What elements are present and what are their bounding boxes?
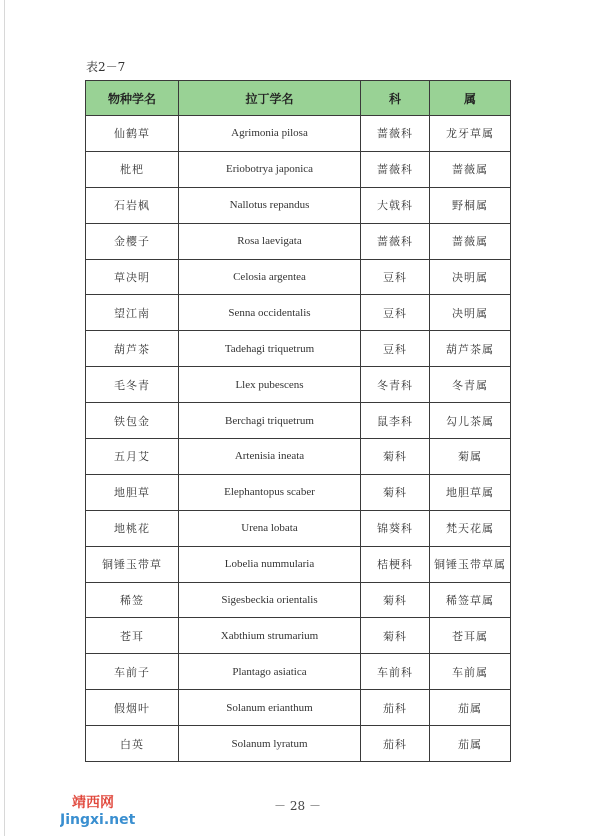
cell-genus: 野桐属 (430, 187, 511, 223)
table-row (86, 690, 511, 726)
cell-species-name: 稀签 (86, 582, 179, 618)
cell-latin-name: Nallotus repandus (179, 187, 361, 223)
table-row (86, 510, 511, 546)
cell-family: 鼠李科 (361, 403, 430, 439)
page-number: － 28 － (274, 799, 321, 813)
cell-family: 菊科 (361, 474, 430, 510)
site-watermark-logo (60, 792, 150, 828)
cell-genus: 决明属 (430, 259, 511, 295)
cell-family: 茄科 (361, 726, 430, 762)
table-row (86, 403, 511, 439)
table-row (86, 331, 511, 367)
header-genus: 属 (430, 81, 511, 116)
cell-family: 蔷薇科 (361, 116, 430, 152)
header-latin-name: 拉丁学名 (179, 81, 361, 116)
cell-family: 茄科 (361, 690, 430, 726)
species-table (85, 80, 511, 762)
table-header-row (86, 81, 511, 116)
header-family: 科 (361, 81, 430, 116)
cell-family: 桔梗科 (361, 546, 430, 582)
cell-latin-name: Xabthium strumarium (179, 618, 361, 654)
cell-latin-name: Sigesbeckia orientalis (179, 582, 361, 618)
table-row (86, 116, 511, 152)
cell-species-name: 假烟叶 (86, 690, 179, 726)
cell-species-name: 铜锤玉带草 (86, 546, 179, 582)
table-caption: 表2－7 (86, 60, 126, 74)
cell-genus: 蔷薇属 (430, 151, 511, 187)
cell-latin-name: Solanum lyratum (179, 726, 361, 762)
cell-latin-name: Eriobotrya japonica (179, 151, 361, 187)
svg-text:Jingxi.net: Jingxi.net (60, 812, 136, 828)
cell-genus: 蔷薇属 (430, 223, 511, 259)
cell-genus: 苍耳属 (430, 618, 511, 654)
cell-genus: 龙牙草属 (430, 116, 511, 152)
cell-family: 蔷薇科 (361, 151, 430, 187)
cell-species-name: 苍耳 (86, 618, 179, 654)
cell-species-name: 葫芦茶 (86, 331, 179, 367)
cell-family: 锦葵科 (361, 510, 430, 546)
cell-genus: 决明属 (430, 295, 511, 331)
cell-family: 冬青科 (361, 367, 430, 403)
cell-species-name: 地桃花 (86, 510, 179, 546)
cell-genus: 勾儿茶属 (430, 403, 511, 439)
cell-latin-name: Tadehagi triquetrum (179, 331, 361, 367)
cell-species-name: 车前子 (86, 654, 179, 690)
cell-latin-name: Rosa laevigata (179, 223, 361, 259)
cell-species-name: 白英 (86, 726, 179, 762)
cell-family: 蔷薇科 (361, 223, 430, 259)
table-row (86, 474, 511, 510)
table-row (86, 187, 511, 223)
cell-genus: 梵天花属 (430, 510, 511, 546)
cell-genus: 茄属 (430, 690, 511, 726)
cell-genus: 冬青属 (430, 367, 511, 403)
cell-species-name: 地胆草 (86, 474, 179, 510)
table-row (86, 259, 511, 295)
page-edge (4, 0, 5, 836)
cell-latin-name: Plantago asiatica (179, 654, 361, 690)
cell-latin-name: Artenisia ineata (179, 439, 361, 475)
cell-species-name: 石岩枫 (86, 187, 179, 223)
cell-species-name: 铁包金 (86, 403, 179, 439)
cell-species-name: 五月艾 (86, 439, 179, 475)
cell-genus: 车前属 (430, 654, 511, 690)
table-body (86, 116, 511, 762)
cell-genus: 菊属 (430, 439, 511, 475)
table-row (86, 439, 511, 475)
cell-latin-name: Celosia argentea (179, 259, 361, 295)
cell-family: 大戟科 (361, 187, 430, 223)
table-row (86, 223, 511, 259)
table-row (86, 654, 511, 690)
header-species-name: 物种学名 (86, 81, 179, 116)
cell-latin-name: Agrimonia pilosa (179, 116, 361, 152)
cell-species-name: 金樱子 (86, 223, 179, 259)
cell-genus: 茄属 (430, 726, 511, 762)
cell-family: 菊科 (361, 439, 430, 475)
cell-family: 菊科 (361, 618, 430, 654)
table-row (86, 151, 511, 187)
table-row (86, 582, 511, 618)
cell-genus: 稀签草属 (430, 582, 511, 618)
table-row (86, 618, 511, 654)
cell-family: 豆科 (361, 295, 430, 331)
cell-family: 菊科 (361, 582, 430, 618)
cell-family: 豆科 (361, 259, 430, 295)
cell-latin-name: Elephantopus scaber (179, 474, 361, 510)
cell-species-name: 枇杷 (86, 151, 179, 187)
cell-species-name: 望江南 (86, 295, 179, 331)
svg-text:靖西网: 靖西网 (72, 795, 114, 811)
cell-latin-name: Berchagi triquetrum (179, 403, 361, 439)
cell-species-name: 毛冬青 (86, 367, 179, 403)
table-row (86, 546, 511, 582)
cell-species-name: 仙鹤草 (86, 116, 179, 152)
cell-latin-name: Urena lobata (179, 510, 361, 546)
cell-latin-name: Llex pubescens (179, 367, 361, 403)
table-row (86, 367, 511, 403)
cell-genus: 葫芦茶属 (430, 331, 511, 367)
cell-species-name: 草决明 (86, 259, 179, 295)
cell-latin-name: Senna occidentalis (179, 295, 361, 331)
cell-genus: 地胆草属 (430, 474, 511, 510)
table-row (86, 295, 511, 331)
cell-latin-name: Solanum erianthum (179, 690, 361, 726)
cell-family: 豆科 (361, 331, 430, 367)
table-row (86, 726, 511, 762)
cell-genus: 铜锤玉带草属 (430, 546, 511, 582)
cell-latin-name: Lobelia nummularia (179, 546, 361, 582)
cell-family: 车前科 (361, 654, 430, 690)
